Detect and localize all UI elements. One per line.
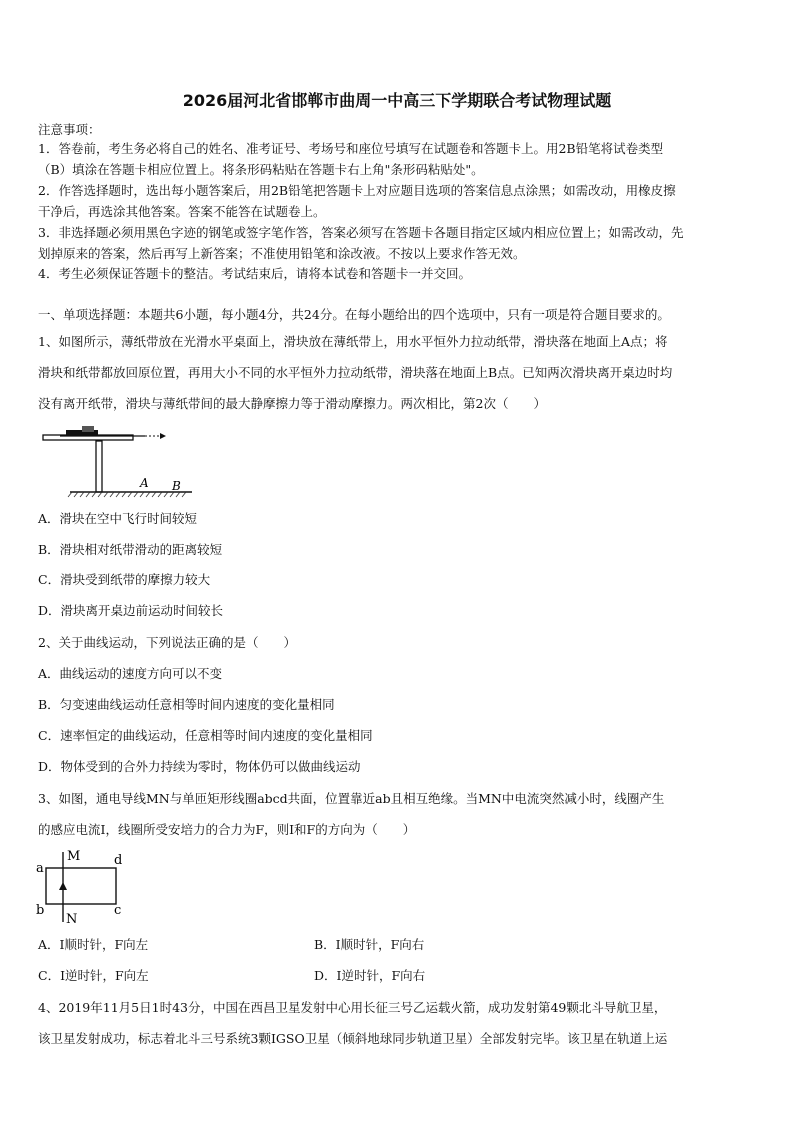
arrow-head	[160, 433, 166, 439]
q1-stem-line: 1、如图所示，薄纸带放在光滑水平桌面上，滑块放在薄纸带上，用水平恒外力拉动纸带，滑块落在地面上A点；将	[38, 334, 668, 349]
label-b: b	[36, 903, 45, 918]
label-n: N	[66, 912, 78, 924]
notice-line: 3．非选择题必须用黑色字迹的钢笔或签字笔作答，答案必须写在答题卡各题目指定区域内相应位置上；如需改动，先	[38, 225, 684, 240]
q3-figure	[34, 846, 134, 924]
q1-stem-line: 滑块和纸带都放回原位置，再用大小不同的水平恒外力拉动纸带，滑块落在地面上B点。已知两次滑块离开桌边时均	[38, 365, 673, 380]
table-leg	[96, 441, 102, 492]
q1-option: D．滑块离开桌边前运动时间较长	[38, 603, 224, 618]
q2-option: B．匀变速曲线运动任意相等时间内速度的变化量相同	[38, 697, 335, 712]
q3-option: D．I逆时针，F向右	[314, 968, 426, 983]
q1-option: A．滑块在空中飞行时间较短	[38, 511, 198, 526]
label-c: c	[114, 903, 122, 918]
notice-line: 1．答卷前，考生务必将自己的姓名、准考证号、考场号和座位号填写在试题卷和答题卡上。用2B铅笔将试卷类型	[38, 141, 664, 156]
q3-stem-line: 3、如图，通电导线MN与单匝矩形线圈abcd共面，位置靠近ab且相互绝缘。当MN中电流突然减小时，线圈产生	[38, 791, 665, 806]
notice-line: 4．考生必须保证答题卡的整洁。考试结束后，请将本试卷和答题卡一并交回。	[38, 266, 471, 281]
q2-option: D．物体受到的合外力持续为零时，物体仍可以做曲线运动	[38, 759, 361, 774]
label-m: M	[67, 849, 81, 864]
notice-heading: 注意事项：	[38, 122, 101, 137]
label-d: d	[114, 853, 123, 868]
q1-figure	[40, 424, 200, 499]
notice-line: 2．作答选择题时，选出每小题答案后，用2B铅笔把答题卡上对应题目选项的答案信息点涂黑；如需改动，用橡皮擦	[38, 183, 676, 198]
q3-option: B．I顺时针，F向右	[314, 937, 425, 952]
section-heading: 一、单项选择题：本题共6小题，每小题4分，共24分。在每小题给出的四个选项中，只有一项是符合题目要求的。	[38, 307, 670, 322]
ground-hatch	[68, 492, 186, 497]
point-b-label: B	[172, 479, 181, 493]
notice-line: 划掉原来的答案，然后再写上新答案；不准使用铅笔和涂改液。不按以上要求作答无效。	[38, 246, 526, 261]
q2-stem: 2、关于曲线运动，下列说法正确的是（ ）	[38, 635, 296, 650]
current-arrow	[59, 882, 67, 890]
q3-stem-line: 的感应电流I，线圈所受安培力的合力为F，则I和F的方向为（ ）	[38, 822, 416, 837]
notice-line: 干净后，再选涂其他答案。答案不能答在试题卷上。	[38, 204, 326, 219]
q3-option: C．I逆时针，F向左	[38, 968, 149, 983]
q2-option: C．速率恒定的曲线运动，任意相等时间内速度的变化量相同	[38, 728, 373, 743]
label-a: a	[36, 861, 44, 876]
q3-option: A．I顺时针，F向左	[38, 937, 149, 952]
q1-option: C．滑块受到纸带的摩擦力较大	[38, 572, 211, 587]
point-a-label: A	[140, 476, 149, 490]
coil-abcd	[46, 868, 116, 904]
q4-stem-line: 该卫星发射成功，标志着北斗三号系统3颗IGSO卫星（倾斜地球同步轨道卫星）全部发射完毕。该卫星在轨道上运	[38, 1031, 668, 1046]
q1-option: B．滑块相对纸带滑动的距离较短	[38, 542, 223, 557]
q4-stem-line: 4、2019年11月5日1时43分，中国在西昌卫星发射中心用长征三号乙运载火箭，成功发射第49颗北斗导航卫星，	[38, 1000, 667, 1015]
q2-option: A．曲线运动的速度方向可以不变	[38, 666, 223, 681]
page-title: 2026届河北省邯郸市曲周一中高三下学期联合考试物理试题	[182, 91, 612, 110]
q1-stem-line: 没有离开纸带，滑块与薄纸带间的最大静摩擦力等于滑动摩擦力。两次相比，第2次（ ）	[38, 396, 546, 411]
slider-top	[82, 426, 94, 432]
notice-line: （B）填涂在答题卡相应位置上。将条形码粘贴在答题卡右上角"条形码粘贴处"。	[38, 162, 484, 177]
